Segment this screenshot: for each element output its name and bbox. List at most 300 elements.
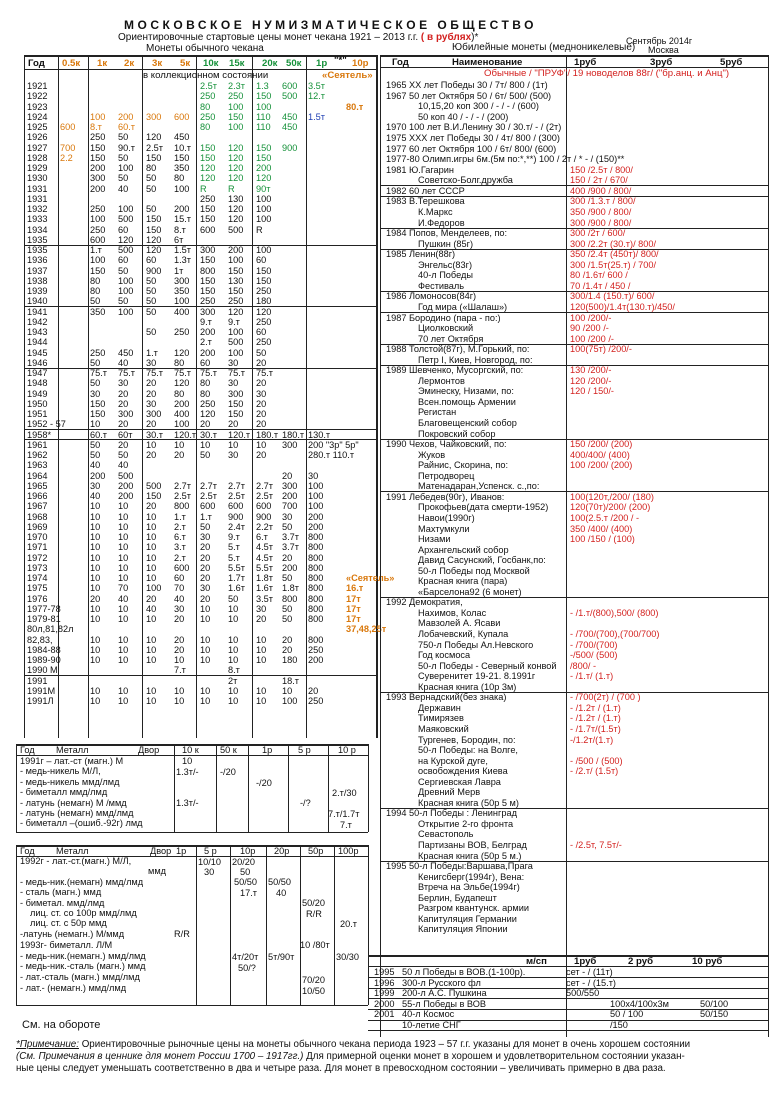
price-cell: 37,48,25т — [346, 624, 387, 635]
year-cell: 1966 — [27, 491, 48, 501]
coin-entry: 1991 Лебедев(90г), Иванов: — [386, 491, 505, 502]
price-cell: 20 — [118, 419, 129, 430]
price-cell: 100 — [308, 501, 324, 512]
coin-price: - /2.5т, 7.5т/- — [570, 840, 622, 850]
price-cell: 3.7т — [282, 532, 299, 542]
price-cell: 2.2 — [60, 152, 73, 163]
price-cell: 10 — [90, 532, 101, 542]
year-cell: 80л,81,82л — [27, 624, 74, 635]
price-cell: 200 "3р" 5р" — [308, 439, 359, 450]
bot-cell: 4т/20т — [232, 952, 259, 962]
price-cell: 120 — [228, 214, 244, 225]
row-divider — [380, 491, 768, 492]
coin-entry: 50-л Победы: на Волге, — [418, 745, 518, 756]
bot-cell: 10/10 — [198, 857, 221, 867]
price-cell: 10 — [90, 521, 101, 532]
price-cell: 1.3т — [174, 255, 191, 266]
year-cell: 1979-81 — [27, 614, 61, 624]
price-cell: 50 — [282, 614, 293, 624]
coin-price: - /700/(700),(700/700) — [570, 629, 660, 639]
price-cell: 100 — [308, 491, 324, 501]
year-cell: 1924 — [27, 111, 48, 122]
year-cell: 1927 — [27, 142, 48, 153]
coin-entry: Благовещенский собор — [418, 418, 517, 428]
price-cell: 200 — [282, 562, 298, 573]
price-cell: 30 — [146, 357, 157, 368]
price-cell: 200 — [282, 491, 298, 501]
mid-cell: -/20 — [220, 767, 236, 777]
coin-entry: 1984 Попов, Менделеев, по: — [386, 228, 508, 239]
price-cell: 200 — [308, 655, 324, 665]
price-cell: 280.т 110.т — [308, 450, 355, 460]
price-cell: 50 — [118, 296, 129, 307]
price-subtitle: Ориентировочные стартовые цены монет чекана 1921 – 2013 г.г. ( в рублях)* — [118, 32, 479, 43]
price-cell: 10 — [174, 696, 185, 706]
mid-cell: 7.т/1.7т — [328, 809, 360, 819]
coin-price: 350 /400/ (400) — [570, 523, 633, 534]
coin-entry: 10-летие СНГ — [402, 1020, 461, 1030]
price-cell: 150 — [90, 409, 106, 419]
price-cell: 800 — [308, 614, 324, 624]
price-cell: 30 — [228, 357, 239, 368]
year-cell: 1970 — [27, 532, 48, 542]
price-cell: 40 — [90, 491, 101, 501]
coin-price: 100(2.5.т /200 / - — [570, 512, 640, 523]
price-cell: 17т — [346, 614, 361, 624]
coin-entry: Архангельский собор — [418, 544, 509, 555]
city-label: Москва — [648, 45, 679, 55]
bot-cell: 10 /80т — [300, 940, 330, 950]
price-cell: 150 — [146, 214, 162, 225]
mid-cell: 2.т/30 — [332, 788, 357, 798]
row-divider — [380, 344, 768, 345]
price-cell: 20 — [174, 644, 185, 655]
price-cell: 10 — [90, 644, 101, 655]
price-cell: 800 — [308, 583, 324, 594]
price-cell: 6.т — [256, 532, 268, 542]
year-cell: 1995 — [374, 967, 395, 977]
bot-hdr-5r: 5 р — [204, 846, 217, 856]
price-cell: 18.т — [282, 675, 299, 686]
coin-entry: 1977 60 лет Октября 100 / 6т/ 800/ (600) — [386, 143, 557, 154]
price-cell: 10 — [256, 696, 267, 706]
hdr-star: "*" — [334, 55, 347, 66]
year-cell: 1941 — [27, 306, 48, 317]
price-cell: 200 — [90, 470, 106, 481]
rb-hdr-2rub: 2 руб — [628, 956, 653, 967]
year-cell: 2000 — [374, 998, 395, 1009]
price-cell: 10 — [228, 685, 239, 696]
coin-price: 300 /1.3.т / 800/ — [570, 196, 636, 207]
bot-cell: 20/20 — [232, 857, 255, 867]
coin-price: 300 /2.2т (30.т)/ 800/ — [570, 238, 657, 249]
coin-entry: 1965 XX лет Победы 30 / 7т/ 800 / (1т) — [386, 80, 548, 90]
row-divider — [380, 196, 768, 197]
coin-entry: Красная книга (10р 3м) — [418, 681, 517, 692]
coin-entry: Всен.помощь Армении — [418, 396, 516, 407]
bot-cell: 20.т — [340, 919, 357, 929]
price-cell: 150 — [90, 398, 106, 409]
price-cell: 500 — [118, 214, 134, 225]
year-cell: 1948 — [27, 378, 48, 389]
year-cell: 1977-78 — [27, 603, 61, 614]
price-cell: 350 — [174, 286, 190, 296]
row-divider — [380, 808, 768, 809]
price-cell: 10 — [200, 644, 211, 655]
col-divider — [288, 744, 289, 832]
price-cell: 50 — [118, 450, 129, 460]
year-cell: 1965 — [27, 480, 48, 491]
price-cell: 120 — [146, 132, 162, 143]
price-cell: 10 — [146, 685, 157, 696]
year-cell: 1937 — [27, 265, 48, 276]
year-cell: 1944 — [27, 337, 48, 348]
coin-price: - /1.2т / (1.т) — [570, 702, 621, 713]
col-divider — [58, 55, 59, 738]
price-cell: 60.т — [118, 122, 135, 132]
price-cell: 6.т — [174, 532, 186, 542]
price-cell: 100 — [174, 183, 190, 194]
price-cell: 100 — [228, 347, 244, 358]
price-cell: 80 — [200, 101, 211, 112]
price-cell: 4.5т — [256, 552, 273, 563]
price-cell: 75.т — [90, 368, 107, 378]
coin-entry: 1993 Вернадский(без знака) — [386, 692, 507, 703]
coin-entry: Сергиевская Лавра — [418, 776, 501, 787]
price-cell: 10 — [118, 603, 129, 614]
price-cell: 200 — [200, 347, 216, 358]
price-cell: 250 — [256, 337, 272, 348]
price-cell: 30 — [228, 378, 239, 389]
price-cell: 900 — [228, 511, 244, 522]
year-cell: 1934 — [27, 224, 48, 235]
metal-line: - биметалл –(ошиб.-92г) лмд — [20, 818, 143, 829]
price-cell: 250 — [228, 296, 244, 307]
year-cell: 1926 — [27, 132, 48, 143]
price-cell: 10 — [118, 685, 129, 696]
price-cell: 100 — [174, 419, 190, 430]
right-hdr-year: Год — [392, 57, 409, 68]
year-cell: 1974 — [27, 573, 48, 583]
metal-line: - медь-ник.(немагн) ммд/лмд — [20, 877, 144, 887]
price-cell: 120.т — [174, 429, 197, 440]
price-cell: 10 — [146, 521, 157, 532]
coin-price: 100х4/100х3м — [610, 998, 669, 1009]
price-cell: 150 — [228, 111, 244, 122]
price-cell: 20 — [228, 419, 239, 430]
price-cell: 600 — [90, 234, 106, 245]
coin-entry: Берлин, Будапешт — [418, 892, 497, 903]
bot-hdr-20r: 20р — [274, 846, 290, 856]
price-cell: 80 — [200, 388, 211, 399]
price-cell: 20 — [308, 685, 319, 696]
col-divider — [566, 55, 567, 1037]
price-cell: 20 — [256, 378, 267, 389]
price-cell: 9.т — [228, 316, 240, 327]
coin-price: - /1.т/ (1.т) — [570, 671, 614, 682]
price-cell: 2.7т — [256, 480, 273, 491]
right-table-left-border — [380, 55, 381, 1037]
price-cell: 200 — [228, 245, 244, 255]
right-hdr-3rub: 3руб — [650, 57, 673, 68]
price-cell: 30 — [90, 388, 101, 399]
coin-price: сет - / (11т) — [566, 967, 613, 977]
coin-entry: Тургенев, Бородин, по: — [418, 734, 516, 745]
price-cell: 120 — [200, 409, 216, 419]
price-cell: 150 — [200, 286, 216, 296]
price-cell: «Сеятель» — [346, 573, 395, 583]
year-cell: 1971 — [27, 542, 48, 553]
row-divider — [24, 675, 376, 676]
price-cell: 15.т — [174, 214, 191, 225]
year-cell: 1990 М — [27, 665, 58, 676]
price-cell: 20 — [256, 357, 267, 368]
price-cell: 150 — [200, 204, 216, 214]
price-cell: 20 — [256, 398, 267, 409]
price-cell: 250 — [200, 296, 216, 307]
col-divider — [142, 55, 143, 738]
price-cell: 100 — [228, 101, 244, 112]
price-cell: 20 — [118, 439, 129, 450]
year-cell: 1969 — [27, 521, 48, 532]
price-cell: 2.7т — [200, 480, 217, 491]
mid-hdr-mint: Двор — [138, 745, 160, 755]
coin-entry: 750-л Победы Ал.Невского — [418, 639, 534, 650]
price-cell: 10 — [90, 573, 101, 583]
price-cell: 17т — [346, 603, 361, 614]
price-cell: 10 — [200, 634, 211, 645]
coin-entry: Жуков — [418, 449, 446, 460]
price-cell: 60 — [200, 357, 211, 368]
left-table-left-border — [24, 55, 25, 738]
coin-entry: И.Федоров — [418, 217, 465, 228]
price-cell: 75.т — [146, 368, 163, 378]
coin-entry: Лобачевский, Купала — [418, 629, 509, 639]
price-cell: 200 — [200, 327, 216, 337]
price-cell: 80 — [174, 388, 185, 399]
price-cell: 1.5т — [308, 111, 325, 122]
price-cell: 2.7т — [174, 480, 191, 491]
metal-line: -латунь (немагн.) М/ммд — [20, 929, 125, 939]
price-cell: 60 — [146, 255, 157, 266]
price-cell: 800 — [200, 265, 216, 276]
year-cell: 1967 — [27, 501, 48, 512]
price-cell: 2.т — [174, 552, 186, 563]
price-cell: 50 — [282, 521, 293, 532]
year-cell: 1921 — [27, 81, 48, 91]
price-cell: 100 — [256, 101, 272, 112]
price-cell: 300 — [200, 245, 216, 255]
price-cell: 50 — [200, 521, 211, 532]
price-cell: 1.8т — [256, 573, 273, 583]
coin-price: 400/400/ (400) — [570, 449, 630, 460]
coin-price: 100 /200/- — [570, 312, 612, 323]
coin-entry: Красная книга (пара) — [418, 576, 508, 587]
metal-line: - медь-никель ммд/лмд — [20, 776, 120, 787]
commemorative-heading: Юбилейные монеты (медноникелевые) — [452, 42, 636, 53]
year-cell: 1963 — [27, 460, 48, 471]
bot-cell: 50/50 — [234, 877, 257, 887]
coin-price: 100(120т,/200/ (180) — [570, 491, 654, 502]
price-cell: 10 — [174, 655, 185, 665]
price-cell: 5.5т — [256, 562, 273, 573]
price-cell: 100 — [146, 583, 162, 594]
price-cell: 50 — [118, 265, 129, 276]
coin-entry: 50-л Победы под Москвой — [418, 565, 530, 576]
metal-line: - биметал. ммд/лмд — [20, 898, 105, 908]
price-cell: 10 — [90, 696, 101, 706]
price-cell: 30.т — [200, 429, 217, 440]
coin-entry: 50 л Победы в ВОВ.(1-100р). — [402, 967, 526, 977]
price-cell: 10 — [118, 532, 129, 542]
price-cell: 10 — [118, 521, 129, 532]
row-divider — [380, 185, 768, 186]
mid-cell: 1.3т/- — [176, 767, 199, 777]
bot-cell: 17.т — [240, 888, 257, 898]
price-cell: 10 — [228, 655, 239, 665]
col-divider — [266, 845, 267, 1005]
price-cell: 2.3т — [228, 81, 245, 91]
mid-hdr-1r: 1р — [262, 745, 273, 755]
bot-cell: 40 — [276, 888, 287, 898]
coin-price: 300 /900 / 800/ — [570, 217, 632, 228]
price-cell: 250 — [174, 327, 190, 337]
col-divider — [248, 744, 249, 832]
year-cell: 1936 — [27, 255, 48, 266]
bottom-table-bottom — [16, 1005, 368, 1006]
coin-entry: Нахимов, Колас — [418, 607, 487, 618]
price-cell: 10 — [256, 439, 267, 450]
price-cell: 75.т — [256, 368, 273, 378]
coin-price: 100 /200 /- — [570, 333, 614, 344]
bot-cell: 30 — [204, 867, 215, 877]
price-cell: 150 — [200, 142, 216, 153]
coin-entry: 1986 Ломоносов(84г) — [386, 291, 477, 302]
price-cell: 3.5т — [308, 81, 325, 91]
price-cell: 10 — [282, 685, 293, 696]
price-cell: 150 — [146, 224, 162, 235]
price-cell: 10 — [146, 644, 157, 655]
hdr-05k: 0.5к — [62, 58, 81, 69]
row-divider — [380, 291, 768, 292]
price-cell: 20 — [282, 552, 293, 563]
price-cell: 2.т — [200, 337, 212, 348]
price-cell: 10 — [118, 614, 129, 624]
price-cell: 12.т — [308, 91, 325, 102]
price-cell: 16.т — [346, 583, 364, 594]
coin-entry: 1981 Ю.Гагарин — [386, 164, 454, 175]
year-cell: 1991М — [27, 685, 56, 696]
price-cell: 30 — [256, 388, 267, 399]
price-cell: 800 — [308, 562, 324, 573]
price-cell: 800 — [308, 593, 324, 604]
hdr-15k: 15к — [229, 58, 245, 69]
coin-price: 500/550 — [566, 988, 600, 999]
year-cell: 1925 — [27, 122, 48, 132]
price-cell: 2.5т — [200, 81, 217, 91]
coin-price: 300 /2т / 600/ — [570, 228, 626, 239]
price-cell: 2.5т — [228, 491, 245, 501]
year-cell: 1932 — [27, 204, 48, 214]
price-cell: 10 — [146, 532, 157, 542]
coin-entry: 1989 Шевченко, Мусоргский, по: — [386, 365, 524, 376]
price-cell: 250 — [200, 193, 216, 204]
price-cell: 80.т — [346, 101, 364, 112]
bot-cell: 5т/90т — [268, 952, 295, 962]
date-label: Сентябрь 2014г — [626, 36, 693, 46]
coin-price: 50/150 — [700, 1009, 729, 1020]
price-cell: 50 — [90, 450, 101, 460]
price-cell: 500 — [146, 480, 162, 491]
hdr-3k: 3к — [152, 58, 163, 69]
mid-hdr-10k: 10 к — [182, 745, 199, 755]
col-divider — [196, 845, 197, 1005]
price-cell: 50 — [146, 306, 157, 317]
price-cell: 300 — [282, 439, 298, 450]
price-cell: 10 — [90, 542, 101, 553]
coin-entry: Навои(1990г) — [418, 512, 475, 523]
coin-price: 300/1.4 (150.т)/ 600/ — [570, 291, 655, 302]
mid-table-bottom — [16, 832, 368, 833]
col-divider — [88, 55, 89, 738]
price-cell: 120 — [228, 204, 244, 214]
coin-entry: «Барселона92 (6 монет) — [418, 586, 522, 597]
price-cell: 2.5т — [256, 491, 273, 501]
price-cell: 2.5т — [200, 491, 217, 501]
coin-entry: 200-л А.С. Пушкина — [402, 988, 487, 999]
price-cell: 10 — [90, 614, 101, 624]
coin-price: - /1.7т/(1.5т) — [570, 723, 621, 734]
metal-line: - лат.-сталь (магн.) ммд/лмд — [20, 972, 140, 982]
year-cell: 1930 — [27, 173, 48, 184]
coin-entry: Покровский собор — [418, 428, 496, 439]
price-cell: 50 — [118, 152, 129, 163]
col-divider — [174, 744, 175, 832]
price-cell: 500 — [118, 245, 134, 255]
coin-entry: Эминеску, Низами, по: — [418, 386, 514, 397]
coin-entry: 300-л Русского фл — [402, 977, 481, 988]
price-cell: 90т — [256, 183, 271, 194]
price-cell: 80 — [174, 173, 185, 184]
price-cell: 100 — [118, 286, 134, 296]
price-cell: 900 — [256, 511, 272, 522]
coin-price: /150 — [610, 1020, 628, 1030]
price-cell: 10 — [90, 562, 101, 573]
price-cell: 50 — [146, 296, 157, 307]
mid-hdr-metal: Металл — [56, 745, 89, 755]
price-cell: 150 — [228, 398, 244, 409]
hdr-50k: 50к — [286, 58, 302, 69]
year-cell: 1947 — [27, 368, 48, 378]
hdr-1r: 1р — [316, 58, 328, 69]
price-cell: 800 — [308, 552, 324, 563]
coin-price: 150 / 2т / 670/ — [570, 175, 628, 186]
year-cell: 1942 — [27, 316, 48, 327]
price-cell: 10 — [146, 634, 157, 645]
price-cell: 10 — [146, 696, 157, 706]
price-cell: 20 — [146, 501, 157, 512]
year-cell: 1976 — [27, 593, 48, 604]
metal-line: 1993г- биметалл. Л/М — [20, 940, 113, 950]
mid-hdr-year: Год — [20, 745, 35, 755]
price-cell: 150 — [256, 275, 272, 286]
price-cell: 150 — [256, 152, 272, 163]
price-cell: 2.5т — [174, 491, 191, 501]
price-cell: 200 — [90, 163, 106, 173]
price-cell: 60 — [256, 327, 267, 337]
price-cell: 8.т — [90, 122, 102, 132]
row-divider — [380, 597, 768, 598]
